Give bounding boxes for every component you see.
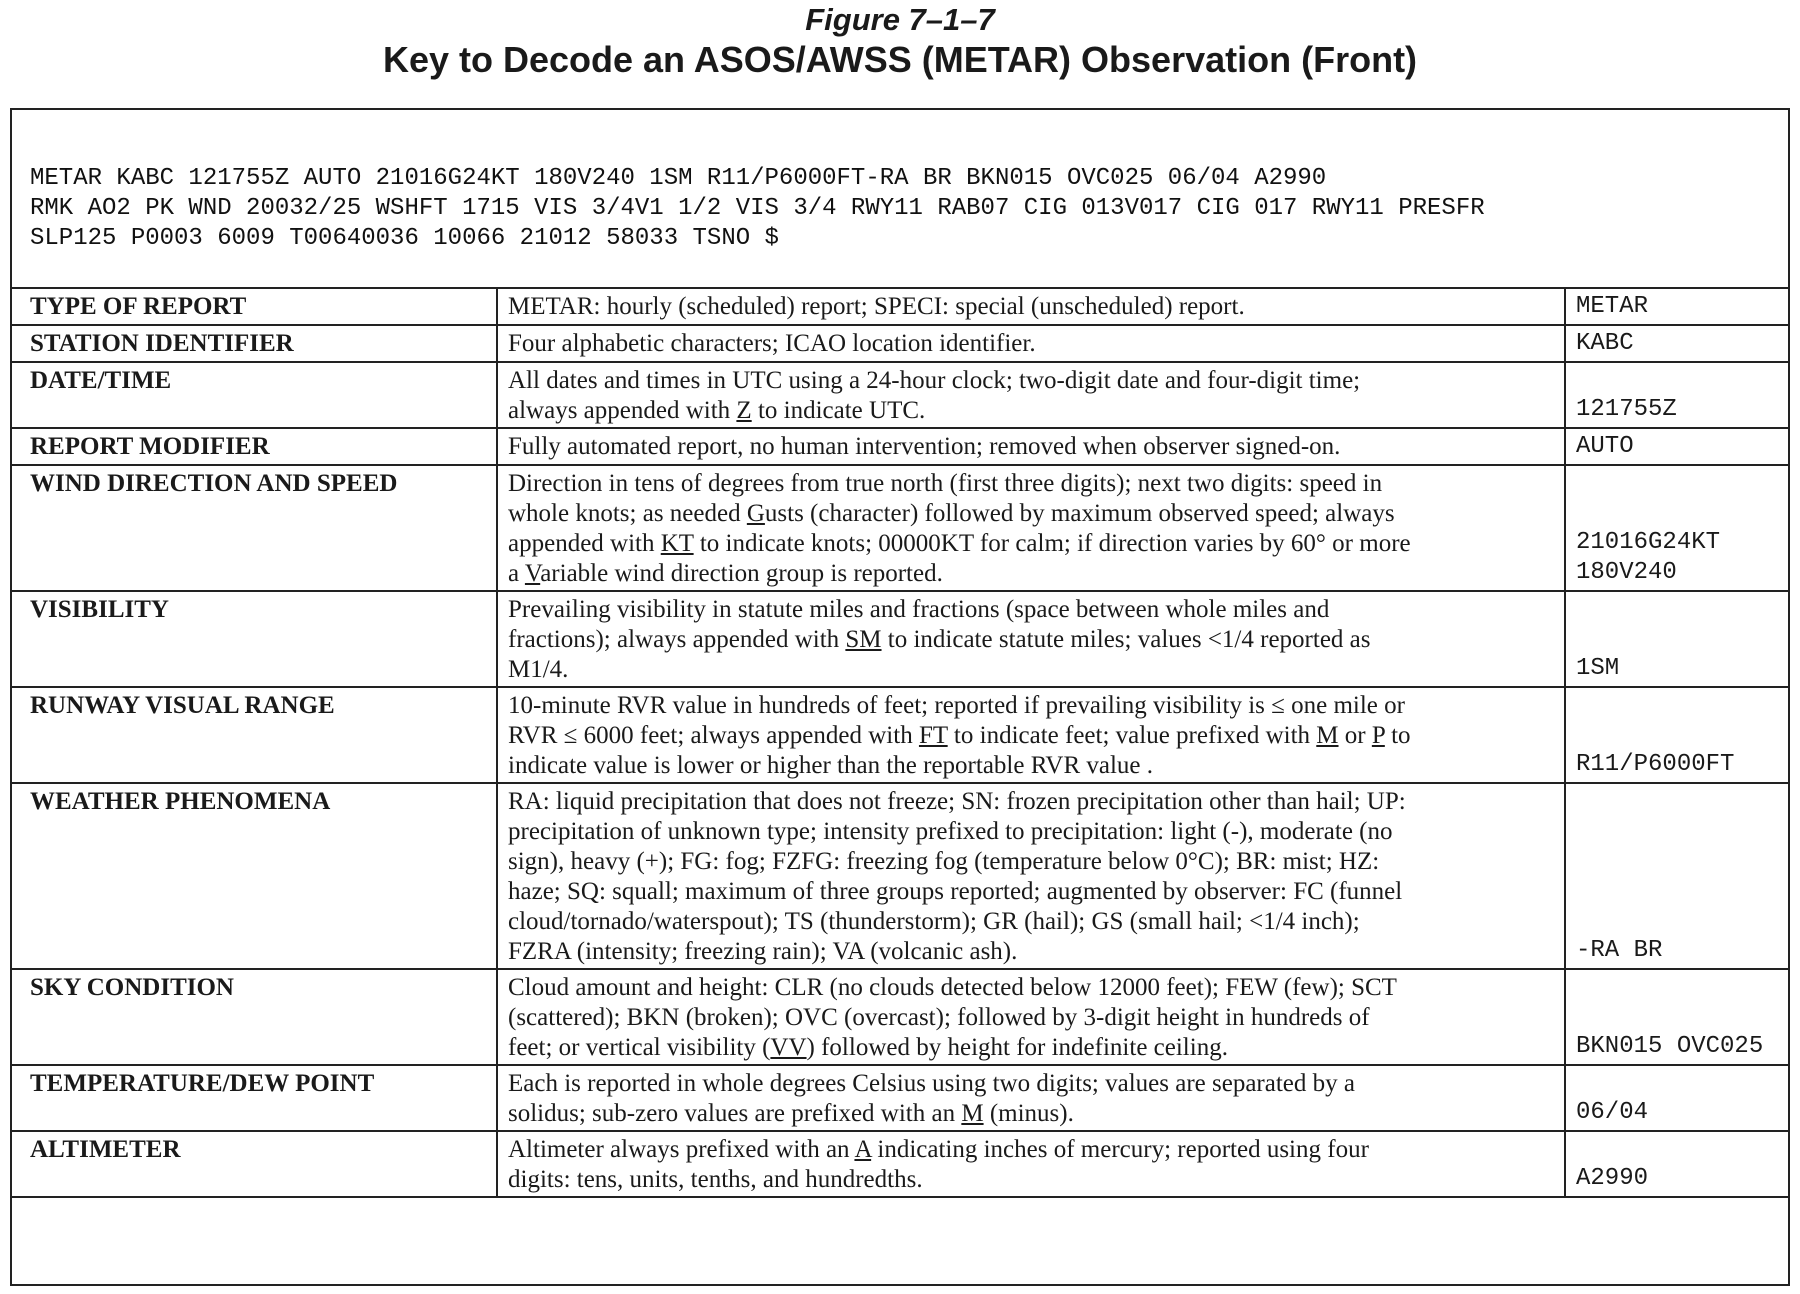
decode-text-line: Direction in tens of degrees from true north (first three digits); next two digits: speed in bbox=[508, 470, 1383, 497]
figure-number: Figure 7–1–7 bbox=[805, 2, 995, 37]
decode-text-line: sign), heavy (+); FG: fog; FZFG: freezing fog (temperature below 0°C); BR: mist; HZ: bbox=[508, 848, 1380, 875]
decode-text-line: always appended with Z to indicate UTC. bbox=[508, 397, 926, 424]
decode-text-line: haze; SQ: squall; maximum of three groups reported; augmented by observer: FC (funnel bbox=[508, 878, 1403, 905]
key-row bbox=[11, 1131, 1789, 1197]
decode-text-line: precipitation of unknown type; intensity prefixed to precipitation: light (-), moderate (no bbox=[508, 818, 1393, 845]
decode-description bbox=[497, 428, 1565, 465]
decode-text-line: a Variable wind direction group is reported. bbox=[508, 560, 943, 587]
decode-text-line: Cloud amount and height: CLR (no clouds detected below 12000 feet); FEW (few); SCT bbox=[508, 974, 1397, 1001]
report-element-name: STATION IDENTIFIER bbox=[11, 325, 497, 362]
key-row bbox=[11, 465, 1789, 591]
decode-text-line: Each is reported in whole degrees Celsius using two digits; values are separated by a bbox=[508, 1070, 1355, 1097]
example-value: METAR bbox=[1565, 288, 1789, 325]
key-row bbox=[11, 288, 1789, 325]
decode-text-line: fractions); always appended with SM to indicate statute miles; values <1/4 reported as bbox=[508, 626, 1371, 653]
sample-report-line: SLP125 P0003 6009 T00640036 10066 21012 58033 TSNO $ bbox=[30, 225, 779, 252]
example-value: -RA BR bbox=[1565, 783, 1789, 969]
key-row bbox=[11, 969, 1789, 1065]
report-element-name: WEATHER PHENOMENA bbox=[11, 783, 497, 969]
decode-key-table bbox=[10, 287, 1790, 1198]
sample-report-line: RMK AO2 PK WND 20032/25 WSHFT 1715 VIS 3/4V1 1/2 VIS 3/4 RWY11 RAB07 CIG 013V017 CIG 017 RWY11 PRESFR bbox=[30, 195, 1485, 222]
key-row bbox=[11, 591, 1789, 687]
decode-text-line: METAR: hourly (scheduled) report; SPECI: special (unscheduled) report. bbox=[508, 293, 1245, 320]
decode-text-line: Four alphabetic characters; ICAO location identifier. bbox=[508, 330, 1036, 357]
decode-text-line: feet; or vertical visibility (VV) followed by height for indefinite ceiling. bbox=[508, 1034, 1228, 1061]
decode-text-line: solidus; sub-zero values are prefixed with an M (minus). bbox=[508, 1100, 1074, 1127]
decode-text-line: whole knots; as needed Gusts (character) followed by maximum observed speed; always bbox=[508, 500, 1395, 527]
decode-text-line: 10-minute RVR value in hundreds of feet; reported if prevailing visibility is ≤ one mile or bbox=[508, 692, 1405, 719]
report-element-name: TEMPERATURE/DEW POINT bbox=[11, 1065, 497, 1131]
report-element-name: WIND DIRECTION AND SPEED bbox=[11, 465, 497, 591]
decode-text-line: digits: tens, units, tenths, and hundredths. bbox=[508, 1166, 923, 1193]
decode-text-line: Altimeter always prefixed with an A indicating inches of mercury; reported using four bbox=[508, 1136, 1369, 1163]
report-element-name: REPORT MODIFIER bbox=[11, 428, 497, 465]
key-row bbox=[11, 1065, 1789, 1131]
decode-text-line: (scattered); BKN (broken); OVC (overcast); followed by 3-digit height in hundreds of bbox=[508, 1004, 1370, 1031]
report-element-name: VISIBILITY bbox=[11, 591, 497, 687]
decode-key-frame bbox=[10, 108, 1790, 1286]
decode-description bbox=[497, 325, 1565, 362]
report-element-name: DATE/TIME bbox=[11, 362, 497, 428]
decode-text-line: Fully automated report, no human intervention; removed when observer signed-on. bbox=[508, 433, 1341, 460]
decode-text-line: RVR ≤ 6000 feet; always appended with FT to indicate feet; value prefixed with M or P to bbox=[508, 722, 1411, 749]
decode-description bbox=[497, 362, 1565, 428]
decode-description bbox=[497, 288, 1565, 325]
report-element-name: SKY CONDITION bbox=[11, 969, 497, 1065]
example-value: 1SM bbox=[1565, 591, 1789, 687]
decode-description bbox=[497, 1131, 1565, 1197]
example-value: 21016G24KT 180V240 bbox=[1565, 465, 1789, 591]
decode-description bbox=[497, 465, 1565, 591]
example-value: KABC bbox=[1565, 325, 1789, 362]
key-row bbox=[11, 325, 1789, 362]
decode-description bbox=[497, 969, 1565, 1065]
sample-metar-report bbox=[30, 164, 1485, 254]
report-element-name: RUNWAY VISUAL RANGE bbox=[11, 687, 497, 783]
report-element-name: TYPE OF REPORT bbox=[11, 288, 497, 325]
decode-text-line: RA: liquid precipitation that does not freeze; SN: frozen precipitation other than hail; UP: bbox=[508, 788, 1406, 815]
figure-title: Key to Decode an ASOS/AWSS (METAR) Observation (Front) bbox=[382, 39, 1418, 80]
example-value: BKN015 OVC025 bbox=[1565, 969, 1789, 1065]
example-value: 06/04 bbox=[1565, 1065, 1789, 1131]
key-row bbox=[11, 687, 1789, 783]
sample-report-line: METAR KABC 121755Z AUTO 21016G24KT 180V240 1SM R11/P6000FT-RA BR BKN015 OVC025 06/04 A2990 bbox=[30, 165, 1327, 192]
decode-text-line: M1/4. bbox=[508, 656, 569, 683]
example-value: A2990 bbox=[1565, 1131, 1789, 1197]
decode-text-line: appended with KT to indicate knots; 00000KT for calm; if direction varies by 60° or more bbox=[508, 530, 1411, 557]
decode-text-line: Prevailing visibility in statute miles and fractions (space between whole miles and bbox=[508, 596, 1330, 623]
decode-text-line: indicate value is lower or higher than the reportable RVR value . bbox=[508, 752, 1154, 779]
decode-description bbox=[497, 783, 1565, 969]
report-element-name: ALTIMETER bbox=[11, 1131, 497, 1197]
decode-description bbox=[497, 1065, 1565, 1131]
key-row bbox=[11, 362, 1789, 428]
decode-description bbox=[497, 687, 1565, 783]
example-value: R11/P6000FT bbox=[1565, 687, 1789, 783]
example-value: 121755Z bbox=[1565, 362, 1789, 428]
key-row bbox=[11, 783, 1789, 969]
example-value: AUTO bbox=[1565, 428, 1789, 465]
decode-description bbox=[497, 591, 1565, 687]
decode-text-line: cloud/tornado/waterspout); TS (thunderstorm); GR (hail); GS (small hail; <1/4 inch); bbox=[508, 908, 1360, 935]
key-row bbox=[11, 428, 1789, 465]
decode-text-line: FZRA (intensity; freezing rain); VA (volcanic ash). bbox=[508, 938, 1018, 965]
decode-text-line: All dates and times in UTC using a 24-hour clock; two-digit date and four-digit time; bbox=[508, 367, 1361, 394]
